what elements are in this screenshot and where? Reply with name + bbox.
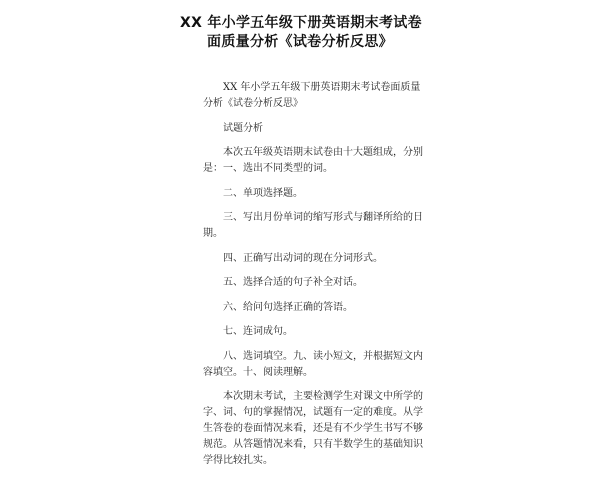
document-body (203, 80, 423, 478)
paragraph-line: 规范。从答题情况来看，只有半数学生的基础知识 (203, 439, 423, 450)
paragraph-line: XX 年小学五年级下册英语期末考试卷面质量 (223, 82, 421, 93)
paragraph-line: 学得比较扎实。 (203, 455, 273, 466)
document-title (180, 14, 420, 52)
paragraph-section-label (203, 121, 408, 137)
paragraph-item-2 (203, 186, 408, 202)
paragraph-line: 是：一、选出不同类型的词。 (203, 163, 333, 174)
title-line: 面质量分析《试卷分析反思》 (207, 34, 393, 50)
paragraph-line: 试题分析 (223, 122, 263, 134)
paragraph-item-6 (203, 300, 408, 316)
paragraph-item-7 (203, 324, 408, 340)
paragraph-line: 本次五年级英语期末试卷由十大题组成，分别 (223, 147, 423, 158)
paragraph-heading-repeat (203, 80, 421, 112)
paragraph-line: 本次期末考试，主要检测学生对课文中所学的 (223, 391, 423, 402)
paragraph-line: 七、连词成句。 (223, 326, 293, 337)
paragraph-line: 期。 (203, 228, 223, 239)
paragraph-line: 四、正确写出动词的现在分词形式。 (223, 252, 383, 264)
title-line: XX 年小学五年级下册英语期末考试卷 (180, 15, 422, 31)
paragraph-line: 二、单项选择题。 (223, 187, 303, 199)
paragraph-line: 生答卷的卷面情况来看，还是有不少学生书写不够 (203, 423, 423, 434)
paragraph-line: 三、写出月份单词的缩写形式与翻译所给的日 (223, 212, 423, 223)
paragraph-line: 分析《试卷分析反思》 (203, 98, 303, 109)
paragraph-item-5 (203, 275, 408, 291)
paragraph-item-4 (203, 251, 408, 267)
paragraph-line: 六、给问句选择正确的答语。 (223, 301, 353, 313)
paragraph-item-8-10 (203, 349, 423, 381)
paragraph-item-3 (203, 210, 423, 242)
paragraph-analysis (203, 389, 423, 469)
paragraph-line: 容填空。十、阅读理解。 (203, 366, 313, 378)
paragraph-line: 八、选词填空。九、读小短文，并根据短文内 (223, 350, 423, 362)
paragraph-line: 五、选择合适的句子补全对话。 (223, 277, 363, 288)
paragraph-intro (203, 145, 423, 177)
paragraph-line: 字、词、句的掌握情况，试题有一定的难度。从学 (203, 407, 423, 418)
